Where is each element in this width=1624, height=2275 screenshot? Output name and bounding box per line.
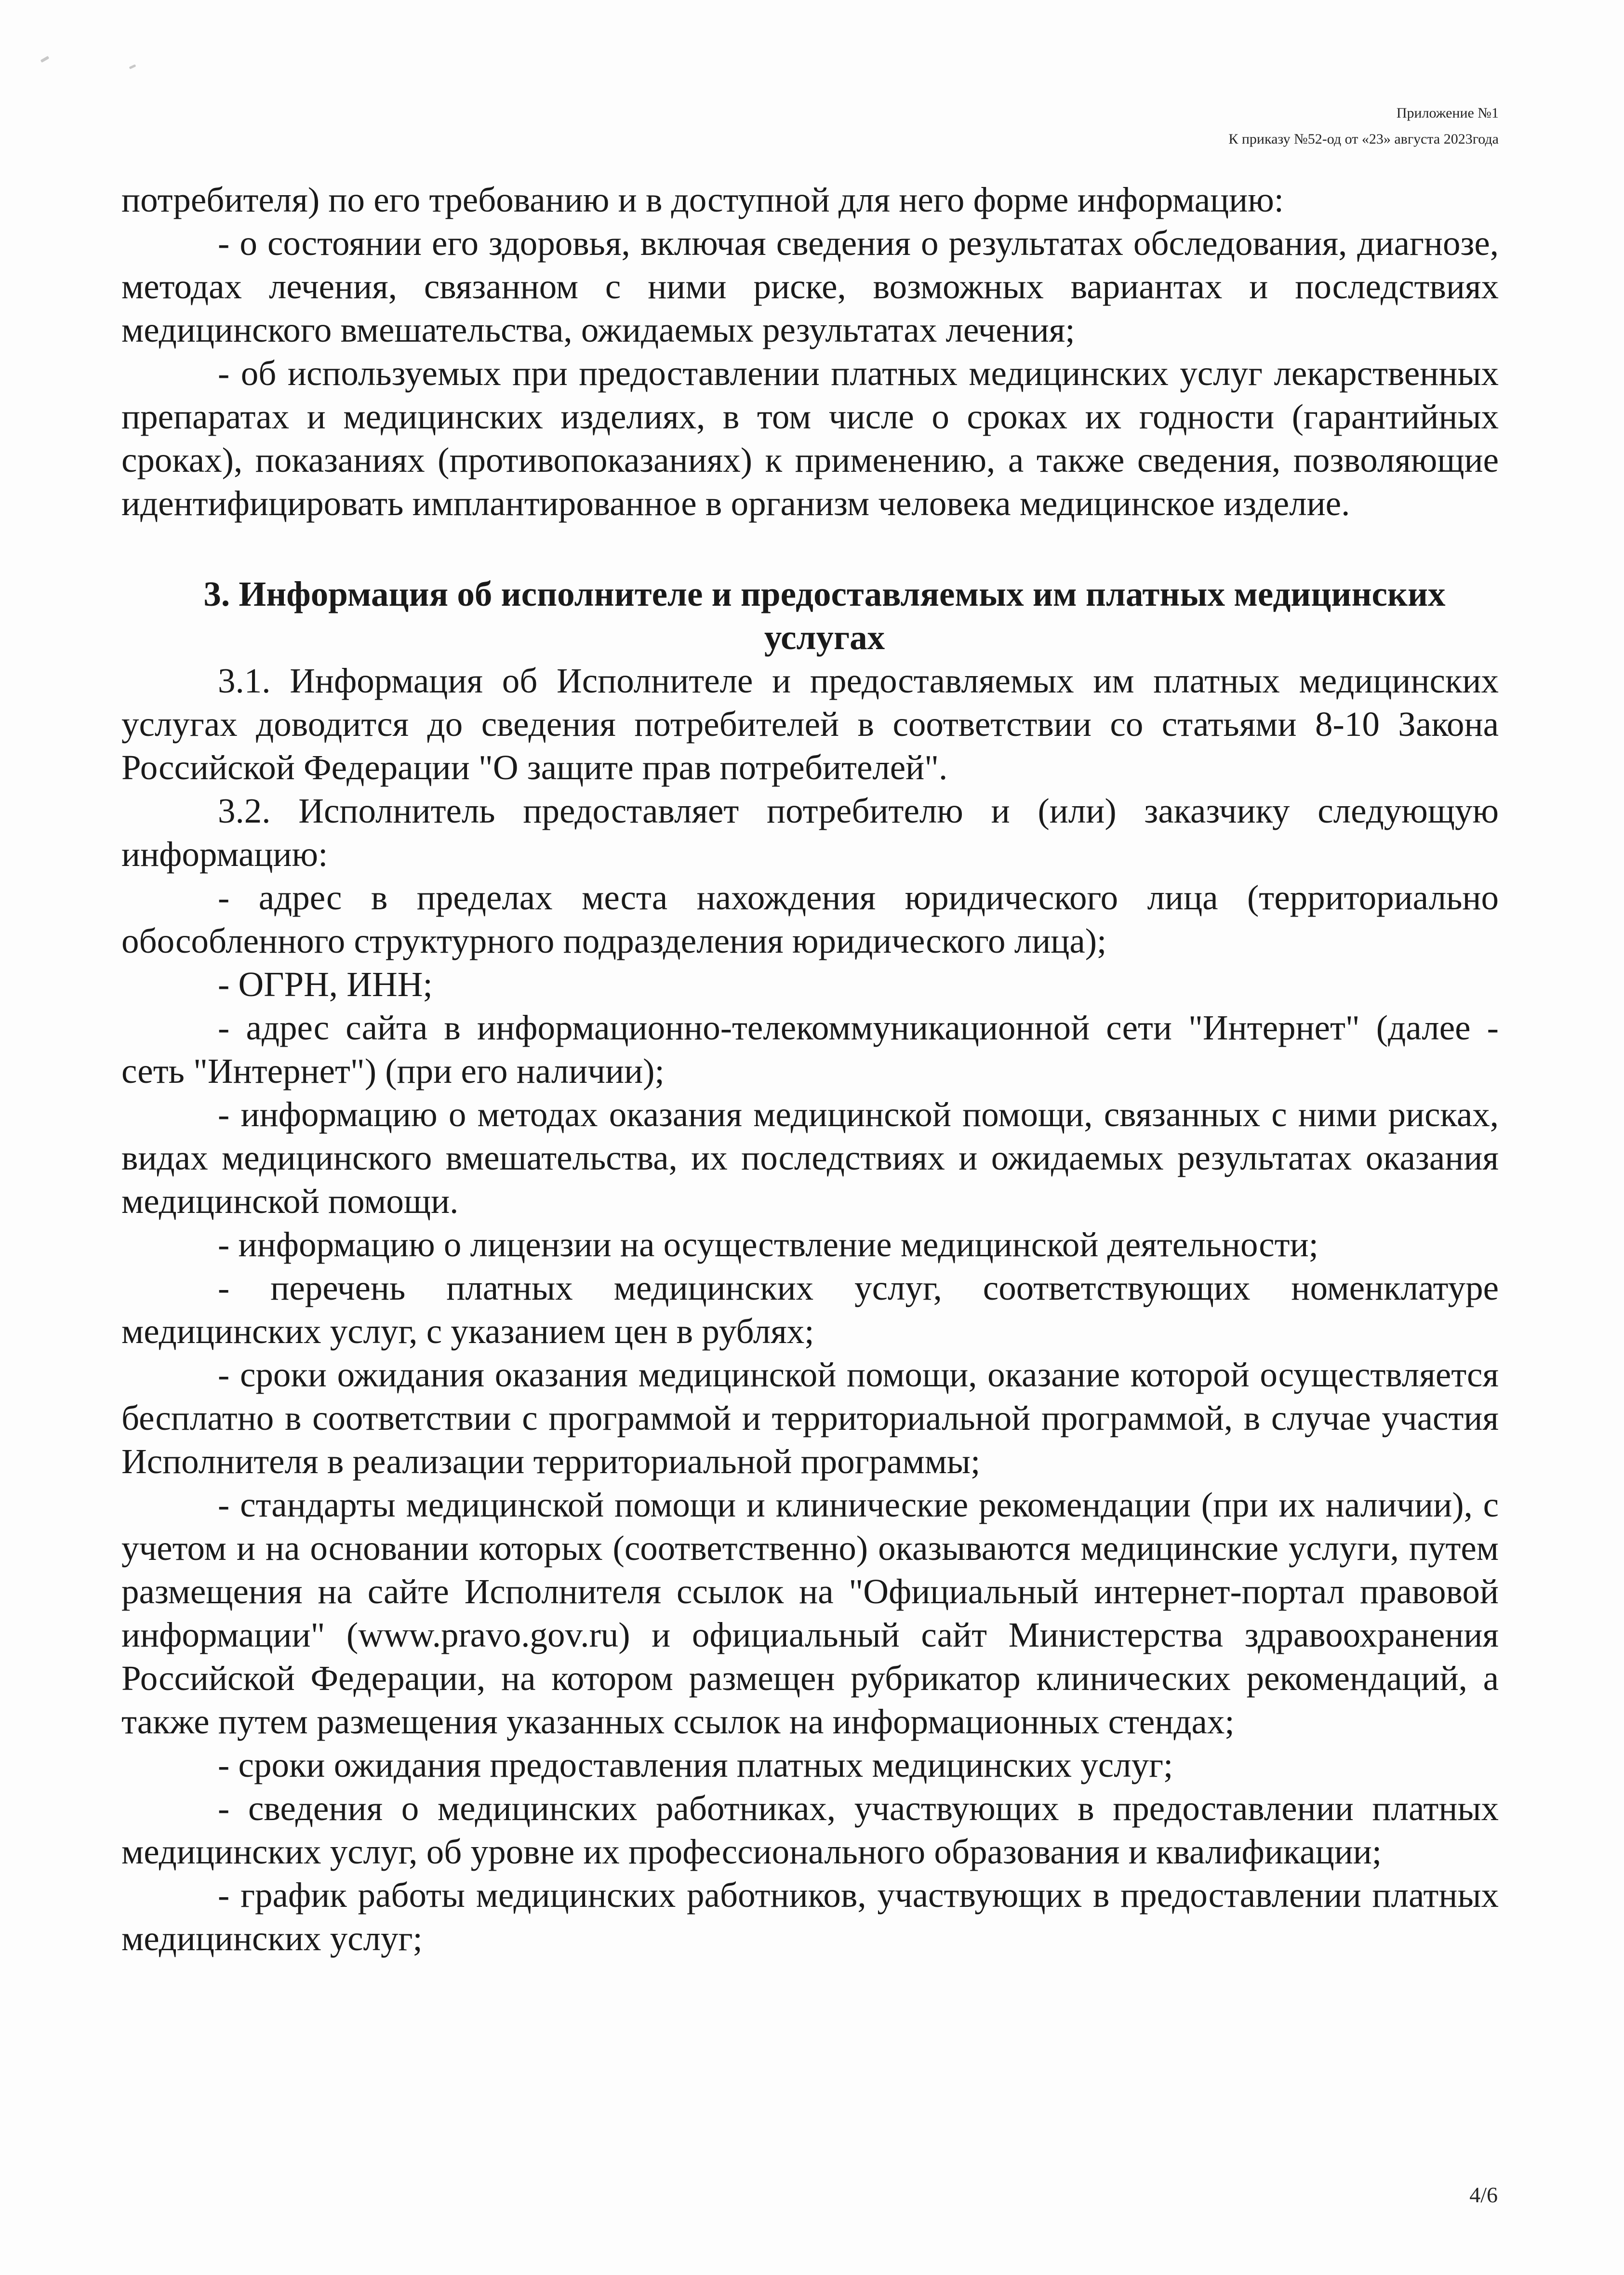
section-paragraph: - информацию о методах оказания медицинской помощи, связанных с ними рисках, видах медицинского вмешательства, их последствиях и ожидаемых результатах оказания медицинской помощи. [121, 1095, 1499, 1221]
scan-speck [129, 64, 136, 69]
section-paragraph: - стандарты медицинской помощи и клинические рекомендации (при их наличии), с учетом и на основании которых (соответственно) оказываются медицинские услуги, путем размещения на сайте Исполнителя ссылок на "Официальный интернет-портал правовой информации" (www.pravo.gov.ru) и официальный сайт Министерства здравоохранения Российской Федерации, на котором размещен рубрикатор клинических рекомендаций, а также путем размещения указанных ссылок на информационных стендах; [121, 1485, 1499, 1741]
section-paragraph: - информацию о лицензии на осуществление медицинской деятельности; [218, 1225, 1318, 1264]
intro-paragraph: - о состоянии его здоровья, включая сведения о результатах обследования, диагнозе, методах лечения, связанном с ними риске, возможных вариантах и последствиях медицинского вмешательства, ожидаемых результатах лечения; [121, 224, 1499, 349]
section-paragraph: - перечень платных медицинских услуг, соответствующих номенклатуре медицинских услуг, с указанием цен в рублях; [121, 1268, 1499, 1351]
section-paragraph: - ОГРН, ИНН; [218, 965, 433, 1004]
section-paragraph: - сроки ожидания оказания медицинской помощи, оказание которой осуществляется бесплатно в соответствии с программой и территориальной программой, в случае участия Исполнителя в реализации территориальной программы; [121, 1355, 1499, 1481]
intro-paragraph: - об используемых при предоставлении платных медицинских услуг лекарственных препаратах и медицинских изделиях, в том числе о сроках их годности (гарантийных сроках), показаниях (противопоказаниях) к применению, а также сведения, позволяющие идентифицировать имплантированное в организм человека медицинское изделие. [121, 354, 1499, 523]
section-paragraph: 3.1. Информация об Исполнителе и предоставляемых им платных медицинских услугах доводится до сведения потребителей в соответствии со статьями 8-10 Закона Российской Федерации "О защите прав потребителей". [121, 661, 1499, 787]
order-reference: К приказу №52-од от «23» августа 2023года [1228, 131, 1499, 147]
page-number: 4/6 [1469, 2182, 1498, 2207]
section-paragraph: - сведения о медицинских работниках, участвующих в предоставлении платных медицинских услуг, об уровне их профессионального образования и квалификации; [121, 1789, 1499, 1871]
section-title: 3. Информация об исполнителе и предоставляемых им платных медицинских услугах [203, 574, 1446, 657]
section-paragraph: - сроки ожидания предоставления платных медицинских услуг; [218, 1745, 1173, 1784]
intro-paragraph: потребителя) по его требованию и в доступной для него форме информацию: [121, 180, 1284, 219]
section-spacer [121, 525, 1499, 572]
scan-speck [40, 56, 50, 63]
document-body [121, 178, 1499, 1960]
section-paragraph: - адрес в пределах места нахождения юридического лица (территориально обособленного структурного подразделения юридического лица); [121, 878, 1499, 960]
section-paragraph: 3.2. Исполнитель предоставляет потребителю и (или) заказчику следующую информацию: [121, 791, 1499, 874]
section-paragraph: - график работы медицинских работников, участвующих в предоставлении платных медицинских услуг; [121, 1876, 1499, 1958]
section-paragraph: - адрес сайта в информационно-телекоммуникационной сети "Интернет" (далее - сеть "Интернет") (при его наличии); [121, 1008, 1499, 1091]
appendix-label: Приложение №1 [1396, 105, 1499, 121]
